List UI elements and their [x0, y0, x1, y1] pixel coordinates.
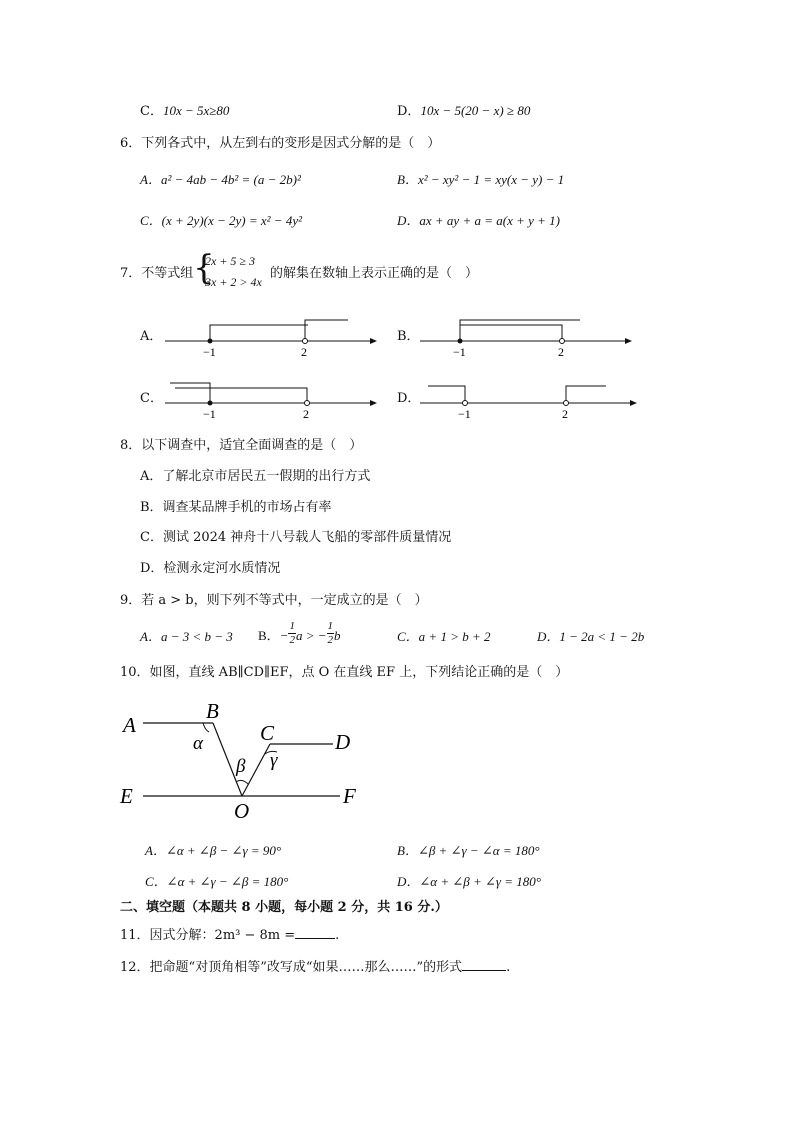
q7-a-tick-2: 2 [301, 345, 307, 359]
q10-label-beta: β [236, 756, 246, 777]
q7-d-tick-2: 2 [562, 407, 568, 421]
q9-option-b [258, 620, 341, 647]
q7-number-line-b [420, 315, 660, 360]
q8-option-b: B．调查某品牌手机的市场占有率 [140, 500, 332, 515]
q7-ineq-2: 3x + 2 > 4x [205, 275, 262, 289]
q9-b-neg: − [279, 628, 289, 643]
q10-label-alpha: α [193, 733, 203, 754]
q11-stem: 11．因式分解：2m³ − 8m = [120, 928, 296, 943]
q7-number-line-a [160, 315, 390, 360]
q6-option-b: B．x² − xy² − 1 = xy(x − y) − 1 [397, 172, 565, 187]
q10-label-e: E [120, 784, 133, 808]
q10-label-gamma: γ [270, 750, 278, 771]
q9-b-mid: a > − [295, 628, 327, 643]
q7-number-line-c [160, 378, 390, 423]
q7-b-tick-2: 2 [558, 345, 564, 359]
q10-label-c: C [260, 721, 275, 745]
q9-option-c: C．a + 1 > b + 2 [397, 629, 491, 644]
q10-label-b: B [206, 699, 219, 723]
q9-b-frac1-num: 1 [289, 620, 295, 632]
q10-label-f: F [343, 784, 356, 808]
q5-option-d-label: D． [397, 104, 421, 119]
q7-option-a-label: A． [140, 329, 163, 344]
q7-a-hollow-dot [303, 339, 308, 344]
q6-option-c: C．(x + 2y)(x − 2y) = x² − 4y² [140, 213, 302, 228]
q7-number-line-d [420, 378, 660, 423]
q7-b-tick-neg1: −1 [453, 345, 466, 359]
q7-option-b-label: B． [397, 329, 420, 344]
q5-option-d [397, 103, 530, 120]
q7-c-tick-neg1: −1 [203, 407, 216, 421]
q10-label-o: O [234, 799, 250, 823]
q9-b-frac1 [288, 620, 296, 647]
q7-d-tick-neg1: −1 [458, 407, 471, 421]
q11 [120, 926, 339, 944]
q10-stem: 10．如图，直线 AB∥CD∥EF，点 O 在直线 EF 上，下列结论正确的是（ ） [120, 665, 569, 680]
q11-answer-blank[interactable] [295, 926, 335, 939]
q8-option-a: A．了解北京市居民五一假期的出行方式 [140, 469, 371, 484]
q9-b-frac2 [327, 620, 335, 647]
q10-line-co [242, 744, 270, 796]
q7-system-brace: { [193, 248, 215, 288]
q10-option-c: C．∠α + ∠γ − ∠β = 180° [145, 874, 289, 889]
q8-option-c: C．测试 2024 神舟十八号载人飞船的零部件质量情况 [140, 530, 452, 545]
q7-a-tick-neg1: −1 [203, 345, 216, 359]
q9-stem: 9．若 a > b，则下列不等式中，一定成立的是（ ） [120, 593, 428, 608]
q12-stem: 12．把命题“对顶角相等”改写成“如果……那么……”的形式 [120, 960, 463, 975]
q7-option-c-label: C． [140, 391, 163, 406]
q10-option-d: D．∠α + ∠β + ∠γ = 180° [397, 874, 542, 889]
q9-option-b-label: B． [258, 628, 280, 643]
q10-option-a: A．∠α + ∠β − ∠γ = 90° [145, 843, 282, 858]
q9-b-frac2-num: 1 [327, 620, 333, 632]
q9-b-frac1-den: 2 [289, 634, 295, 646]
q6-option-a: A．a² − 4ab − 4b² = (a − 2b)² [140, 172, 301, 187]
q12-end: . [506, 960, 511, 975]
q5-option-c-label: C． [140, 104, 163, 119]
q5-option-c [140, 103, 229, 120]
q6-option-d: D．ax + ay + a = a(x + y + 1) [397, 213, 560, 228]
q12 [120, 958, 510, 976]
q7-ineq-1: 2x + 5 ≥ 3 [205, 254, 256, 268]
q10-label-a: A [123, 713, 136, 737]
q9-option-d: D．1 − 2a < 1 − 2b [537, 629, 645, 644]
q11-end: . [335, 928, 340, 943]
q9-b-end: b [334, 628, 341, 643]
q7-c-tick-2: 2 [303, 407, 309, 421]
q8-stem: 8．以下调查中，适宜全面调查的是（ ） [120, 438, 363, 453]
q9-option-a: A．a − 3 < b − 3 [140, 629, 233, 644]
q10-option-b: B．∠β + ∠γ − ∠α = 180° [397, 843, 540, 858]
q8-option-d: D．检测永定河水质情况 [140, 561, 281, 576]
q6-stem: 6．下列各式中，从左到右的变形是因式分解的是（ ） [120, 136, 441, 151]
q7-option-d-label: D． [397, 391, 421, 406]
section-2-title: 二、填空题（本题共 8 小题，每小题 2 分，共 16 分.） [120, 900, 448, 915]
q7-stem-prefix: 7．不等式组 [120, 266, 194, 281]
q7-stem-suffix: 的解集在数轴上表示正确的是（ ） [270, 266, 479, 281]
q10-label-d: D [335, 730, 351, 754]
q10-figure [115, 698, 375, 828]
q5-option-c-expr: 10x − 5x≥80 [162, 103, 230, 118]
q12-answer-blank[interactable] [462, 958, 506, 971]
q5-option-d-expr: 10x − 5(20 − x) ≥ 80 [420, 103, 531, 118]
q9-b-frac2-den: 2 [327, 634, 333, 646]
q7-a-solid-dot [208, 339, 213, 344]
